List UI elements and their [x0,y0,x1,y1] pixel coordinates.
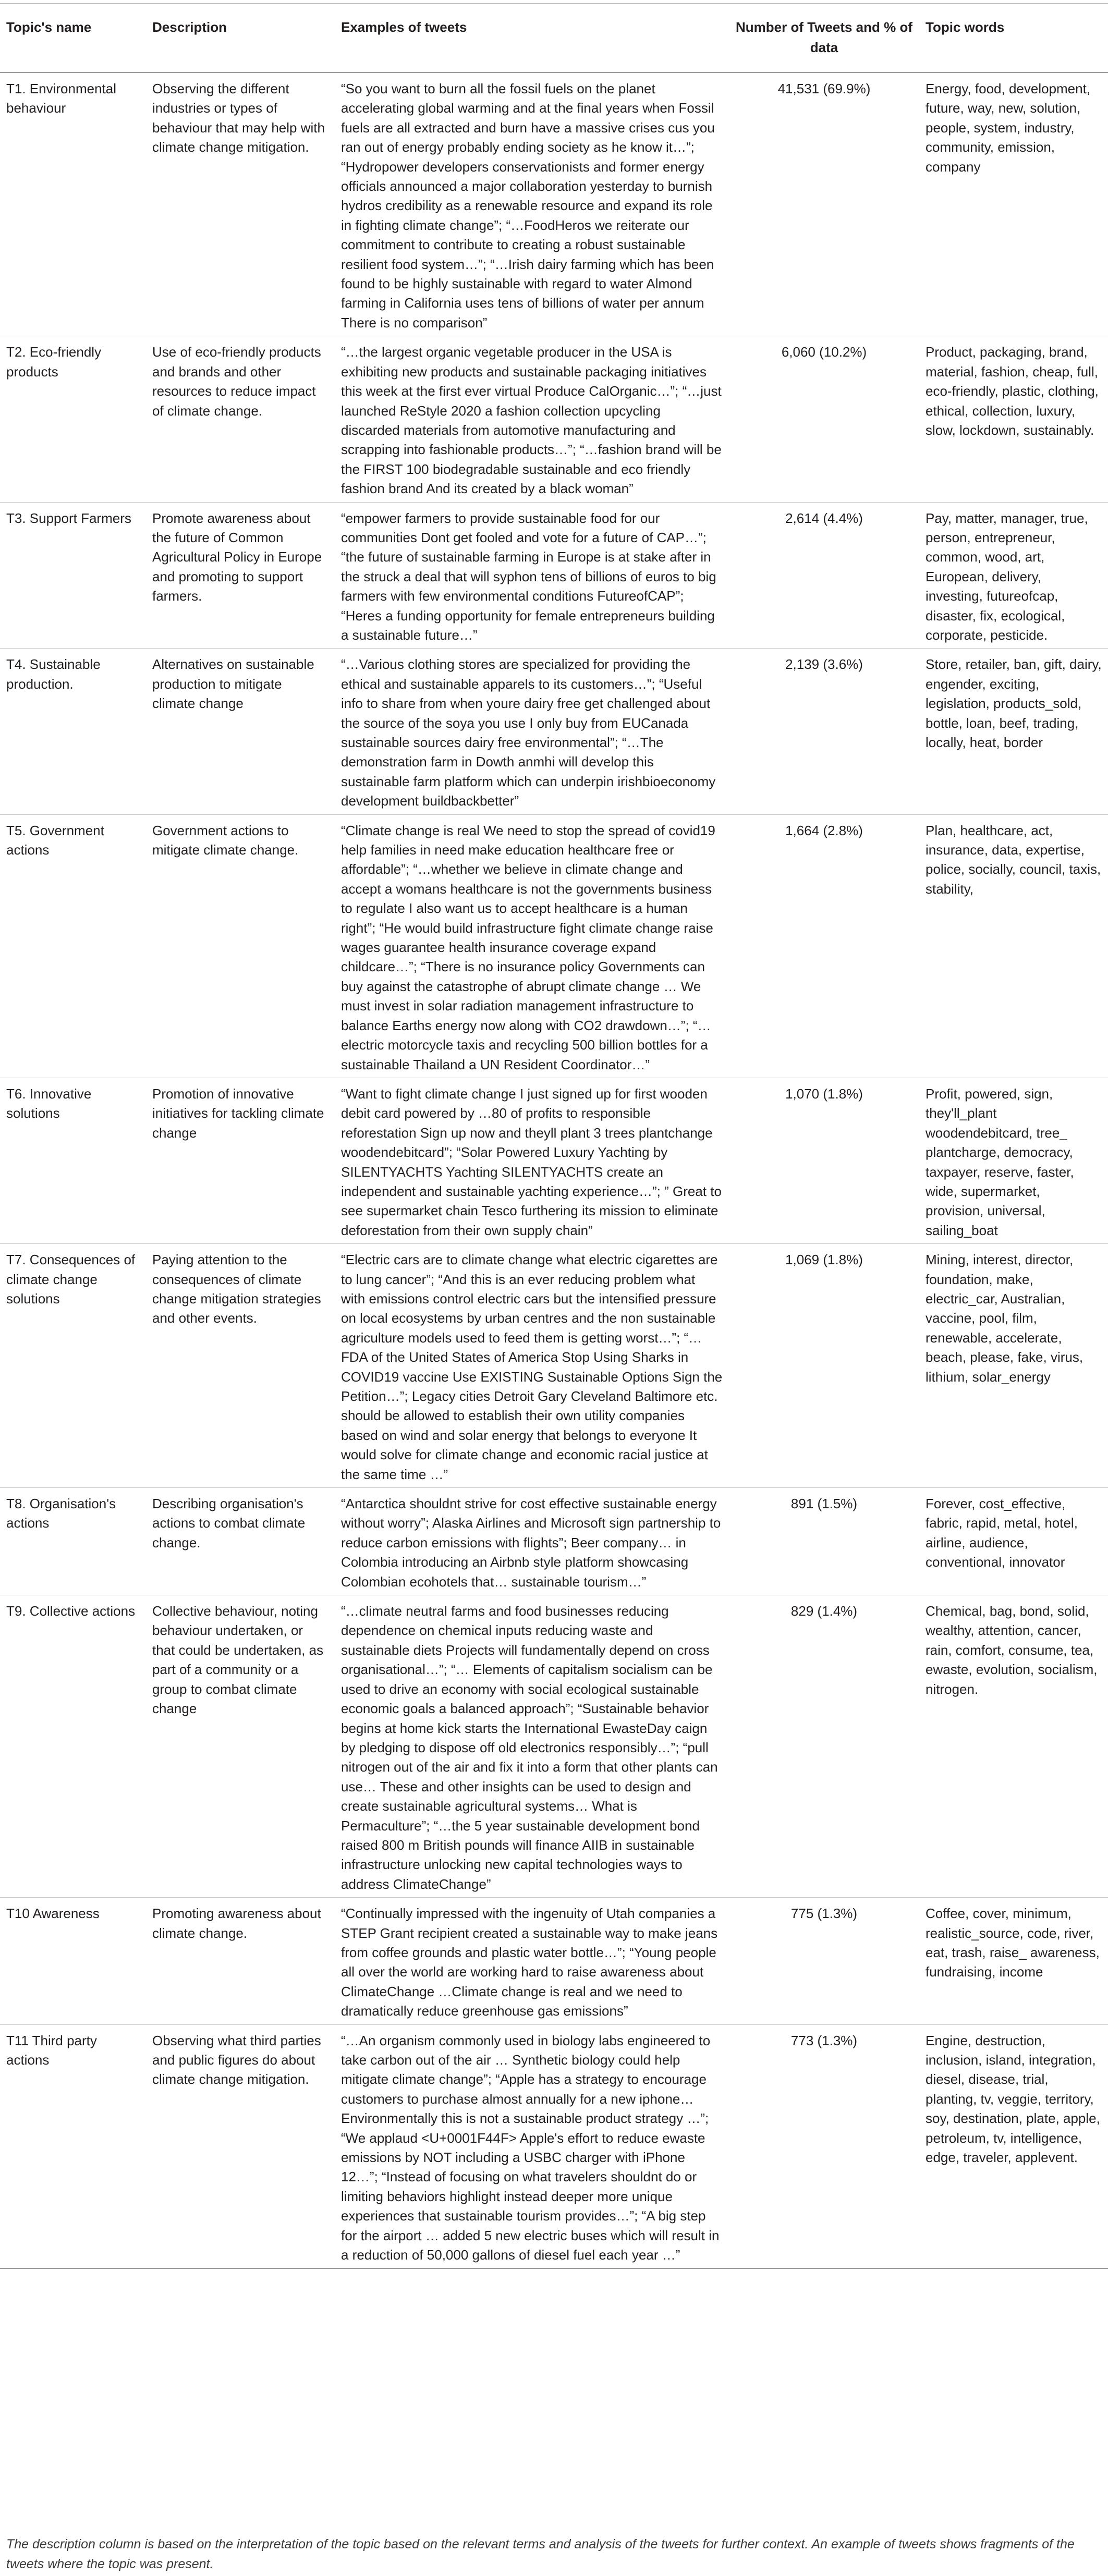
topic-words-cell: Plan, healthcare, act, insurance, data, expertise, police, socially, council, taxis, stability, [919,814,1108,1078]
topic-words-cell: Mining, interest, director, foundation, make, electric_car, Australian, vaccine, pool, film, renewable, accelerate, beach, please, fake, virus, lithium, solar_energy [919,1244,1108,1488]
examples-cell: “Electric cars are to climate change what electric cigarettes are to lung cancer”; “And this is an ever reducing problem what with emissions control electric cars but the intensified pressure on local ecosystems by urban centres and the non sustainable agriculture models used to feed them is getting worst…”; “…FDA of the United States of America Stop Using Sharks in COVID19 vaccine Use EXISTING Sustainable Options Sign the Petition…”; Legacy cities Detroit Gary Cleveland Baltimore etc. should be allowed to establish their own utility companies based on wind and solar energy that belongs to everyone It would solve for climate change and economic racial justice at the same time …” [335,1244,729,1488]
table-row [0,1078,1108,1243]
topic-name-cell: T9. Collective actions [0,1595,146,1898]
examples-cell: “…the largest organic vegetable producer in the USA is exhibiting new products and sustainable packaging initiatives this week at the first ever virtual Produce CalOrganic…”; “…just launched ReStyle 2020 a fashion collection upcycling discarded materials from automotive manufacturing and scrapping into fashionable products…”; “…fashion brand will be the FIRST 100 biodegradable sustainable and eco friendly fashion brand And its created by a black woman” [335,336,729,502]
table-footnote: The description column is based on the interpretation of the topic based on the relevant terms and analysis of the tweets for further context. An example of tweets shows fragments of the tweets where the topic was present. [6,2537,1075,2571]
table-row [0,1488,1108,1595]
header-tweet-count: Number of Tweets and % of data [729,4,919,73]
description-cell: Paying attention to the consequences of climate change mitigation strategies and other events. [146,1244,335,1488]
header-description: Description [146,4,335,73]
topic-words-cell: Profit, powered, sign, they'll_plant woodendebitcard, tree_ plantcharge, democracy, taxpayer, reserve, faster, wide, supermarket, provision, universal, sailing_boat [919,1078,1108,1243]
description-cell: Government actions to mitigate climate change. [146,814,335,1078]
examples-cell: “…An organism commonly used in biology labs engineered to take carbon out of the air … Synthetic biology could help mitigate climate change”; “Apple has a strategy to encourage customers to purchase almost annually for a new iphone…Environmentally this is not a sustainable product strategy …”; “We applaud <U+0001F44F> Apple's effort to reduce ewaste emissions by NOT including a USBC charger with iPhone 12…”; “Instead of focusing on what travelers shouldnt do or limiting behaviors highlight instead deeper more unique experiences that sustainable tourism provides…”; “A big step for the airport … added 5 new electric buses which will result in a reduction of 50,000 gallons of diesel fuel each year …” [335,2024,729,2268]
topic-words-cell: Forever, cost_effective, fabric, rapid, metal, hotel, airline, audience, conventional, innovator [919,1488,1108,1595]
examples-cell: “…Various clothing stores are specialized for providing the ethical and sustainable apparels to its customers…”; “Useful info to share from when youre dairy free get challenged about the source of the soya you use I only buy from EUCanada sustainable sources dairy free environmental”; “…The demonstration farm in Dowth anmhi will develop this sustainable farm platform which can underpin irishbioeconomy development buildbackbetter” [335,649,729,814]
topic-words-cell: Product, packaging, brand, material, fashion, cheap, full, eco-friendly, plastic, clothing, ethical, collection, luxury, slow, lockdown, sustainably. [919,336,1108,502]
table-row [0,649,1108,814]
description-cell: Promotion of innovative initiatives for tackling climate change [146,1078,335,1243]
description-cell: Observing what third parties and public figures do about climate change mitigation. [146,2024,335,2268]
description-cell: Observing the different industries or types of behaviour that may help with climate change mitigation. [146,72,335,336]
table-body [0,72,1108,2268]
examples-cell: “empower farmers to provide sustainable food for our communities Dont get fooled and vote for a future of CAP…”; “the future of sustainable farming in Europe is at stake after in the struck a deal that will syphon tens of billions of euros to big farmers with few environmental conditions FutureofCAP”; “Heres a funding opportunity for female entrepreneurs building a sustainable future…” [335,502,729,649]
examples-cell: “…climate neutral farms and food businesses reducing dependence on chemical inputs reducing waste and sustainable diets Projects will fundamentally depend on cross organisational…”; “… Elements of capitalism socialism can be used to drive an economy with social ecological sustainable economic goals a balanced approach”; “Sustainable behavior begins at home kick starts the International EwasteDay caign by pledging to dispose off old electronics responsibly…”; “pull nitrogen out of the air and fix it into a form that other plants can use… These and other insights can be used to design and create sustainable agricultural systems… What is Permaculture”; “…the 5 year sustainable development bond raised 800 m British pounds will finance AIIB in sustainable infrastructure unlocking new capital technologies ways to address ClimateChange” [335,1595,729,1898]
description-cell: Promote awareness about the future of Common Agricultural Policy in Europe and promoting to support farmers. [146,502,335,649]
table-row [0,336,1108,502]
topic-words-cell: Pay, matter, manager, true, person, entrepreneur, common, wood, art, European, delivery, investing, futureofcap, disaster, fix, ecological, corporate, pesticide. [919,502,1108,649]
description-cell: Promoting awareness about climate change. [146,1898,335,2024]
table-row [0,1595,1108,1898]
topic-words-cell: Coffee, cover, minimum, realistic_source, code, river, eat, trash, raise_ awareness, fundraising, income [919,1898,1108,2024]
table-header [0,4,1108,73]
header-row [0,4,1108,73]
count-cell: 773 (1.3%) [729,2024,919,2268]
topic-name-cell: T8. Organisation's actions [0,1488,146,1595]
description-cell: Alternatives on sustainable production to mitigate climate change [146,649,335,814]
description-cell: Collective behaviour, noting behaviour undertaken, or that could be undertaken, as part of a community or a group to combat climate change [146,1595,335,1898]
count-cell: 41,531 (69.9%) [729,72,919,336]
topic-name-cell: T2. Eco-friendly products [0,336,146,502]
table-row [0,1244,1108,1488]
topic-name-cell: T4. Sustainable production. [0,649,146,814]
count-cell: 829 (1.4%) [729,1595,919,1898]
examples-cell: “Antarctica shouldnt strive for cost effective sustainable energy without worry”; Alaska Airlines and Microsoft sign partnership to reduce carbon emissions with flights”; Beer company… in Colombia introducing an Airbnb style platform showcasing Colombian ecohotels that… sustainable tourism…” [335,1488,729,1595]
topic-name-cell: T3. Support Farmers [0,502,146,649]
topic-words-cell: Store, retailer, ban, gift, dairy, engender, exciting, legislation, products_sold, bottle, loan, beef, trading, locally, heat, border [919,649,1108,814]
count-cell: 1,069 (1.8%) [729,1244,919,1488]
topic-words-cell: Engine, destruction, inclusion, island, integration, diesel, disease, trial, planting, tv, veggie, territory, soy, destination, plate, apple, petroleum, tv, intelligence, edge, traveler, applevent. [919,2024,1108,2268]
table-row [0,2024,1108,2268]
topic-name-cell: T10 Awareness [0,1898,146,2024]
count-cell: 2,139 (3.6%) [729,649,919,814]
topic-words-cell: Energy, food, development, future, way, new, solution, people, system, industry, community, emission, company [919,72,1108,336]
topic-name-cell: T11 Third party actions [0,2024,146,2268]
examples-cell: “So you want to burn all the fossil fuels on the planet accelerating global warming and at the final years when Fossil fuels are all extracted and burn have a massive crises cus you ran out of energy probably ending society as he know it…”; “Hydropower developers conservationists and former energy officials announced a major collaboration yesterday to burnish hydros credibility as a renewable resource and expand its role in fighting climate change”; “…FoodHeros we reiterate our commitment to contribute to creating a robust sustainable resilient food system…”; “…Irish dairy farming which has been found to be highly sustainable with regard to water Almond farming in California uses tens of billions of water per annum There is no comparison” [335,72,729,336]
examples-cell: “Climate change is real We need to stop the spread of covid19 help families in need make education healthcare free or affordable”; “…whether we believe in climate change and accept a womans healthcare is not the governments business to regulate I also want us to accept healthcare is a human right”; “He would build infrastructure fight climate change raise wages guarantee health insurance coverage expand childcare…”; “There is no insurance policy Governments can buy against the catastrophe of abrupt climate change … We must invest in solar radiation management infrastructure to balance Earths energy now along with CO2 drawdown…”; “…electric motorcycle taxis and recycling 500 billion bottles for a sustainable Thailand a UN Resident Coordinator…” [335,814,729,1078]
header-examples: Examples of tweets [335,4,729,73]
count-cell: 1,664 (2.8%) [729,814,919,1078]
table-row [0,1898,1108,2024]
examples-cell: “Want to fight climate change I just signed up for first wooden debit card powered by …80 of profits to responsible reforestation Sign up now and theyll plant 3 trees plantchange woodendebitcard”; “Solar Powered Luxury Yachting by SILENTYACHTS Yachting SILENTYACHTS create an independent and sustainable yachting experience…”; ” Great to see supermarket chain Tesco furthering its mission to eliminate deforestation from their own supply chain” [335,1078,729,1243]
topic-name-cell: T7. Consequences of climate change solutions [0,1244,146,1488]
count-cell: 775 (1.3%) [729,1898,919,2024]
table-row [0,502,1108,649]
topic-name-cell: T5. Government actions [0,814,146,1078]
topic-words-cell: Chemical, bag, bond, solid, wealthy, attention, cancer, rain, comfort, consume, tea, ewaste, evolution, socialism, nitrogen. [919,1595,1108,1898]
count-cell: 1,070 (1.8%) [729,1078,919,1243]
count-cell: 2,614 (4.4%) [729,502,919,649]
description-cell: Use of eco-friendly products and brands and other resources to reduce impact of climate change. [146,336,335,502]
header-topic-name: Topic's name [0,4,146,73]
topics-table [0,3,1108,2269]
topic-name-cell: T1. Environmental behaviour [0,72,146,336]
table-row [0,72,1108,336]
count-cell: 6,060 (10.2%) [729,336,919,502]
header-topic-words: Topic words [919,4,1108,73]
description-cell: Describing organisation's actions to combat climate change. [146,1488,335,1595]
count-cell: 891 (1.5%) [729,1488,919,1595]
table-row [0,814,1108,1078]
examples-cell: “Continually impressed with the ingenuity of Utah companies a STEP Grant recipient created a sustainable way to make jeans from coffee grounds and plastic water bottle…”; “Young people all over the world are working hard to raise awareness about ClimateChange …Climate change is real and we need to dramatically reduce greenhouse gas emissions” [335,1898,729,2024]
topic-name-cell: T6. Innovative solutions [0,1078,146,1243]
